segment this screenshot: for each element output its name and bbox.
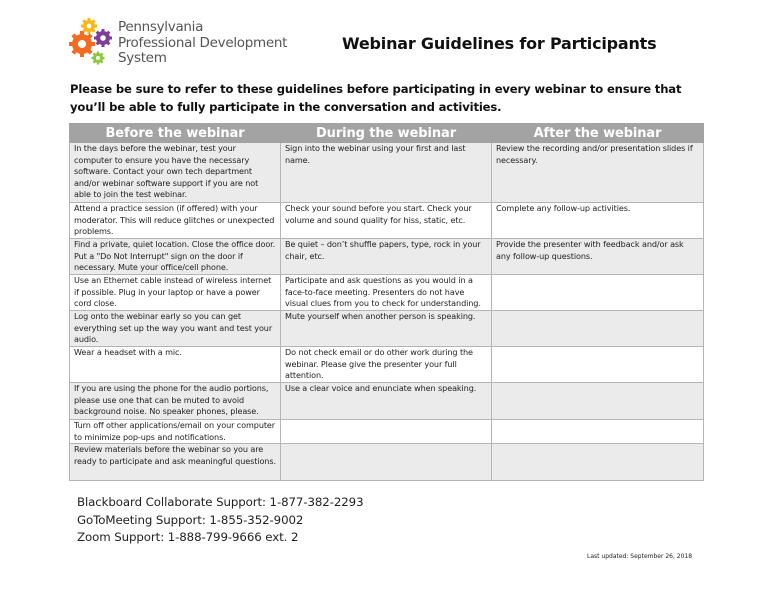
table-cell: Participate and ask questions as you would in a face-to-face meeting. Presenters do not have visual clues from you to check for understanding. [281, 275, 492, 311]
table-cell [492, 444, 704, 481]
table-cell [281, 444, 492, 481]
table-cell: Turn off other applications/email on your computer to minimize pop-ups and notifications. [70, 420, 281, 444]
table-cell: Use a clear voice and enunciate when speaking. [281, 383, 492, 420]
support-line: GoToMeeting Support: 1-855-352-9002 [77, 512, 304, 527]
column-header-during: During the webinar [281, 124, 492, 143]
document-title: Webinar Guidelines for Participants [342, 34, 657, 53]
gears-icon [68, 16, 120, 72]
table-cell: Complete any follow-up activities. [492, 203, 704, 239]
table-cell: Attend a practice session (if offered) with your moderator. This will reduce glitches or unexpected problems. [70, 203, 281, 239]
table-cell: In the days before the webinar, test your computer to ensure you have the necessary software. Contact your own tech department and/or webinar software support if you are not able to join the test webinar. [70, 143, 281, 203]
support-line: Zoom Support: 1-888-799-9666 ext. 2 [77, 530, 299, 544]
column-header-before: Before the webinar [70, 124, 281, 143]
table-cell: Sign into the webinar using your first and last name. [281, 143, 492, 203]
table-cell [492, 420, 704, 444]
table-cell [492, 311, 704, 347]
table-cell: Wear a headset with a mic. [70, 347, 281, 383]
table-row [70, 347, 704, 383]
table-cell: Find a private, quiet location. Close the office door. Put a "Do Not Interrupt" sign on the door if necessary. Mute your office/cell phone. [70, 239, 281, 275]
table-cell: Do not check email or do other work during the webinar. Please give the presenter your full attention. [281, 347, 492, 383]
logo-line: System [118, 50, 167, 66]
table-cell: Check your sound before you start. Check your volume and sound quality for hiss, static, etc. [281, 203, 492, 239]
support-line: Blackboard Collaborate Support: 1-877-382-2293 [77, 495, 364, 509]
last-updated-note: Last updated: September 26, 2018 [587, 553, 693, 560]
table-row [70, 311, 704, 347]
table-cell: Mute yourself when another person is speaking. [281, 311, 492, 347]
table-row [70, 275, 704, 311]
logo-line: Professional Development [118, 34, 288, 51]
table-cell: Provide the presenter with feedback and/or ask any follow-up questions. [492, 239, 704, 275]
table-row [70, 420, 704, 444]
guidelines-table [69, 123, 704, 481]
table-cell: Review materials before the webinar so you are ready to participate and ask meaningful questions. [70, 444, 281, 481]
table-row [70, 203, 704, 239]
table-row [70, 444, 704, 481]
logo-line: Pennsylvania [118, 19, 204, 35]
logo-wordmark [118, 20, 287, 67]
table-header-row [70, 124, 704, 143]
table-cell [492, 383, 704, 420]
table-cell: Be quiet – don’t shuffle papers, type, rock in your chair, etc. [281, 239, 492, 275]
table-row [70, 143, 704, 203]
table-cell [281, 420, 492, 444]
support-contacts [77, 494, 363, 547]
table-cell [492, 275, 704, 311]
intro-paragraph: Please be sure to refer to these guidelines before participating in every webinar to ensure that you’ll be able to fully participate in the conversation and activities. [70, 82, 682, 114]
pa-pds-logo [68, 16, 288, 72]
table-cell: Review the recording and/or presentation slides if necessary. [492, 143, 704, 203]
table-cell: If you are using the phone for the audio portions, please use one that can be muted to avoid background noise. No speaker phones, please. [70, 383, 281, 420]
table-row [70, 239, 704, 275]
table-cell: Use an Ethernet cable instead of wireless internet if possible. Plug in your laptop or have a power cord close. [70, 275, 281, 311]
table-cell [492, 347, 704, 383]
table-cell: Log onto the webinar early so you can get everything set up the way you want and test your audio. [70, 311, 281, 347]
table-row [70, 383, 704, 420]
column-header-after: After the webinar [492, 124, 704, 143]
